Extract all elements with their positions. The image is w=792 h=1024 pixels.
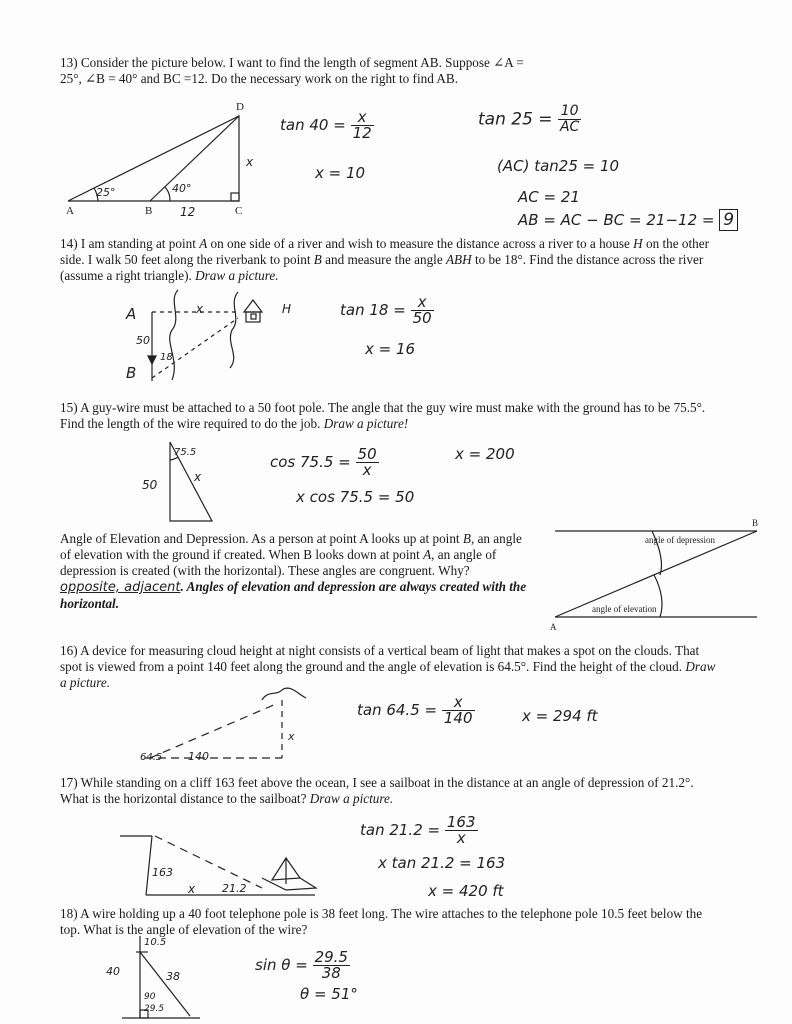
q14-text: 14) I am standing at point A on one side of a river and wish to measure the distance across a river to a house H on the other side. I walk 50 feet along the riverbank to point B and measure the angle ABH to be 18°. Find the distance across the river (assume a right triangle). Draw a picture. (60, 236, 709, 283)
q15-draw-prompt: Draw a picture! (323, 416, 409, 431)
q13-label-d: D (236, 101, 244, 113)
q16-label-angle: 64.5 (140, 752, 163, 763)
q17-text: 17) While standing on a cliff 163 feet above the ocean, I see a sailboat in the distance at an angle of depression of 21.2°. What is the horizontal distance to the sailboat? Draw a picture. (60, 775, 694, 806)
q13-label-x: x (246, 155, 254, 169)
q14-eq1: tan 18 = $\frac{x}{50}$ (340, 293, 432, 327)
q13-label-c: C (235, 205, 243, 217)
q13-label-a: A (66, 205, 74, 217)
q16-text: 16) A device for measuring cloud height at night consists of a vertical beam of light that makes a spot on the clouds. That spot is viewed from a point 140 feet along the ground and the angle of elevation is 64.5°. Find the height of the cloud. Draw a picture. (60, 643, 716, 690)
q13-eq5: AC = 21 (518, 188, 580, 206)
q17-label-height: 163 (152, 866, 173, 879)
q17-eq1: tan 21.2 = $\frac{163}{x}$ (360, 813, 476, 847)
q17-label-x: x (188, 882, 196, 896)
q18-eq1: sin θ = $\frac{29.5}{38}$ (255, 948, 348, 982)
q15-eq2: x cos 75.5 = 50 (296, 488, 415, 506)
q15-label-50: 50 (142, 478, 158, 492)
q14-label-18: 18 (160, 352, 173, 363)
q14-eq2: x = 16 (365, 340, 416, 358)
elevation-text: Angle of Elevation and Depression. As a person at point A looks up at point B, an angle of elevation with the ground if created. When B looks down at point A, an angle of depression is created (with the horizontal). These angles are congruent. Why?opposite, adjacent. Angles of elevation and depression are always created with the horizontal. (60, 531, 527, 611)
q15-eq1: cos 75.5 = $\frac{50}{x}$ (270, 445, 377, 479)
q18-text: 18) A wire holding up a 40 foot telephone pole is 38 feet long. The wire attaches to the telephone pole 10.5 feet below the top. What is the angle of elevation of the wire? (60, 906, 703, 937)
q13-eq2: x = 10 (315, 164, 366, 182)
diagram-label-b: B (752, 518, 759, 528)
q14-label-a: A (126, 305, 137, 323)
q15-label-x: x (194, 470, 202, 484)
q18-label-right: 90 (144, 992, 156, 1002)
diagram-depression-label: angle of depression (645, 535, 715, 545)
diagram-label-a: A (550, 622, 557, 632)
q13-label-b: B (145, 205, 153, 217)
q13-label-angle-b: 40° (172, 182, 192, 195)
q13-eq1: tan 40 = $\frac{x}{12}$ (280, 108, 372, 142)
q17-draw-prompt: Draw a picture. (309, 791, 394, 806)
q18-label-bottom: 29.5 (144, 1004, 165, 1014)
q15-text: 15) A guy-wire must be attached to a 50 foot pole. The angle that the guy wire must make with the ground has to be 75.5°. Find the length of the wire required to do the job. Draw a picture! (60, 400, 706, 431)
q14-label-b: B (126, 364, 137, 382)
q16-label-x: x (288, 730, 295, 743)
q13-label-bc: 12 (180, 205, 196, 219)
diagram-elevation-label: angle of elevation (592, 604, 657, 614)
q18-label-top: 10.5 (144, 937, 167, 948)
q18-label-wire: 38 (166, 970, 180, 983)
q13-label-angle-a: 25° (96, 186, 116, 199)
q13-eq3: tan 25 = $\frac{10}{AC}$ (478, 103, 580, 135)
q13-answer: 9 (719, 209, 738, 231)
q16-eq1: tan 64.5 = $\frac{x}{140}$ (357, 693, 473, 727)
q13-eq4: (AC) tan25 = 10 (497, 157, 620, 175)
q17-label-angle: 21.2 (222, 882, 247, 895)
q16-draw-prompt: Draw a picture. (60, 659, 716, 690)
elevation-answer: opposite, adjacent (60, 580, 181, 595)
q13-eq6: AB = AC − BC = 21−12 = 9 (518, 210, 738, 230)
q14-label-50: 50 (136, 334, 150, 347)
q18-label-pole: 40 (106, 965, 120, 978)
q14-label-h: H (282, 302, 292, 316)
q16-label-base: 140 (188, 750, 209, 763)
q14-draw-prompt: Draw a picture. (195, 268, 279, 283)
q15-eq3: x = 200 (455, 445, 515, 463)
q18-eq2: θ = 51° (300, 985, 358, 1003)
q14-label-x: x (196, 302, 204, 316)
q15-label-angle: 75.5 (174, 447, 197, 458)
q16-eq2: x = 294 ft (522, 707, 598, 725)
q13-text: 13) Consider the picture below. I want to find the length of segment AB. Suppose ∠A = 25°, ∠B = 40° and BC =12. Do the necessary work on the right to find AB. (60, 55, 524, 86)
q17-eq2: x tan 21.2 = 163 (378, 854, 506, 872)
q17-eq3: x = 420 ft (428, 882, 504, 900)
